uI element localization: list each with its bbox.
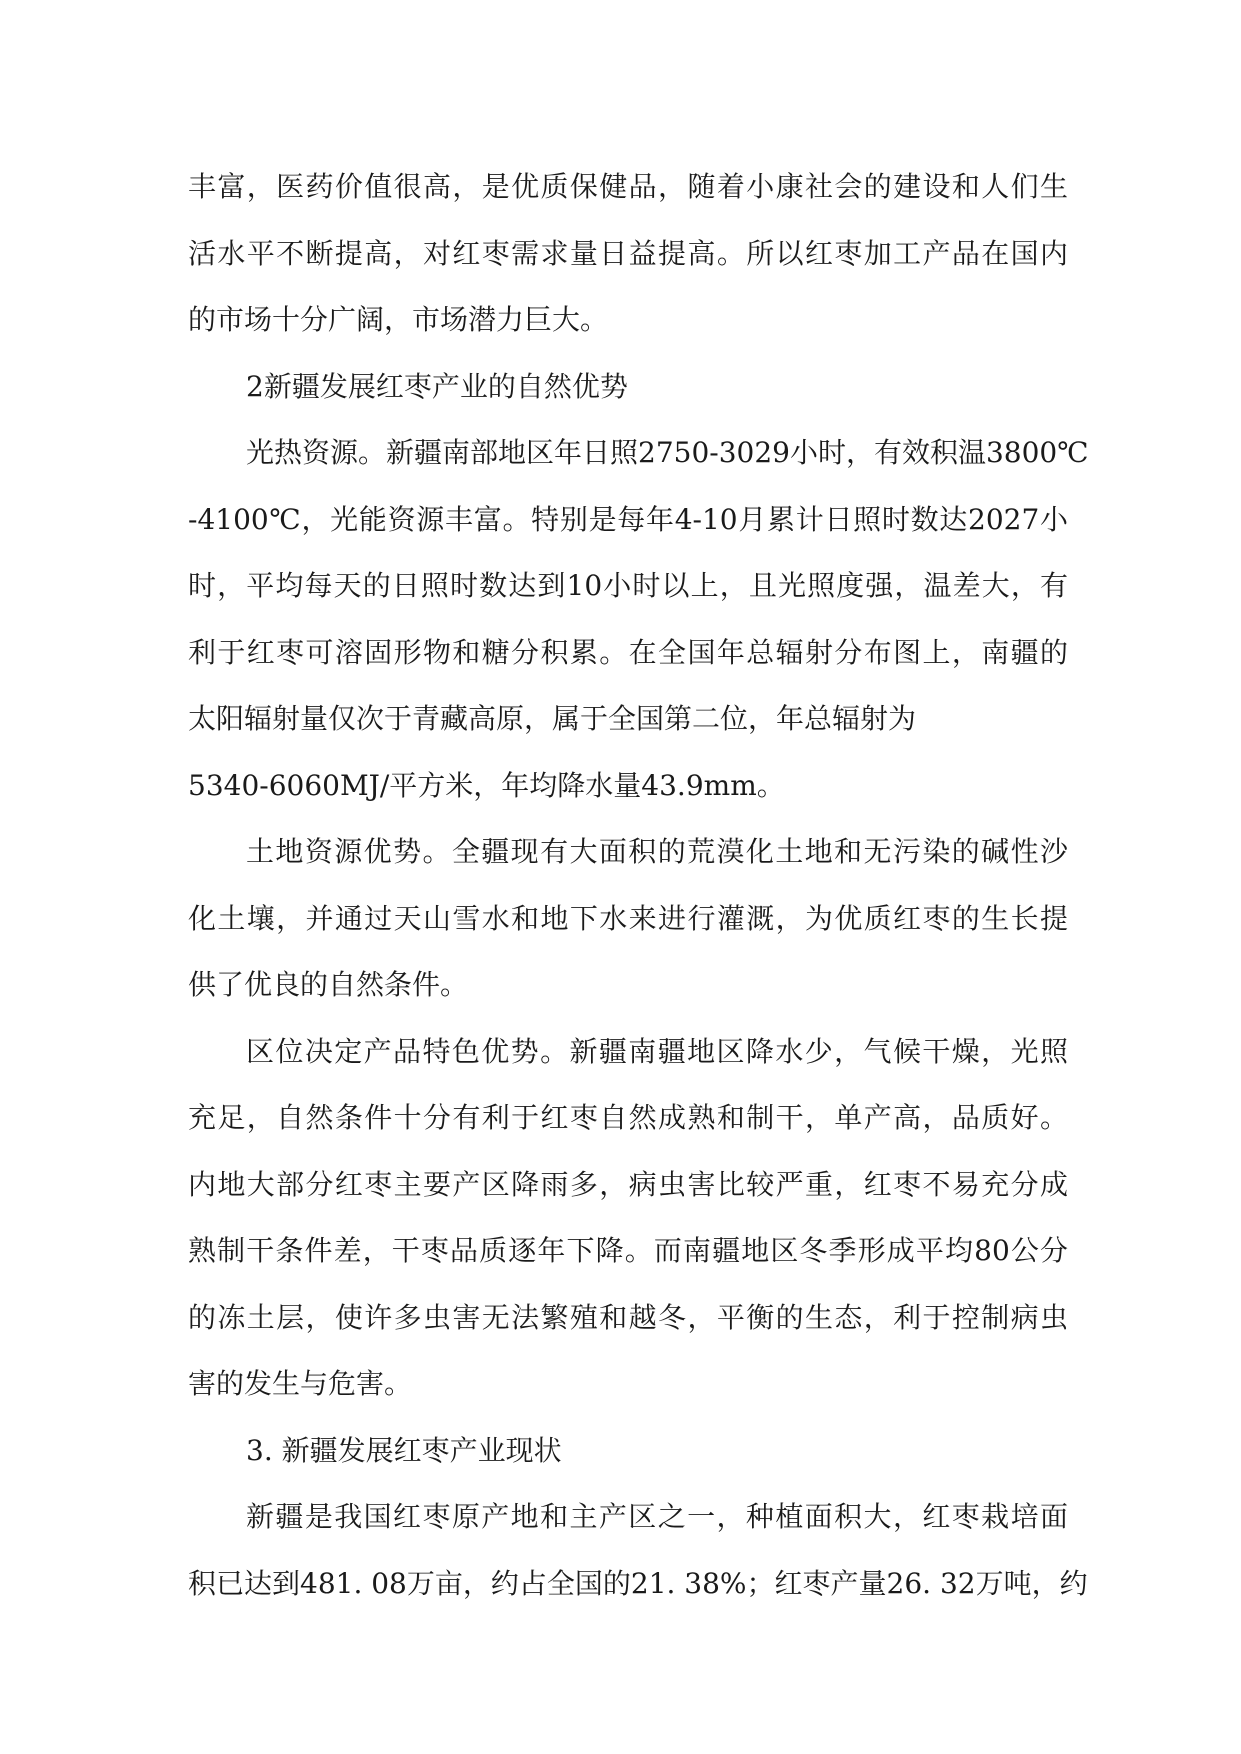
text-line: 供了优良的自然条件。 [188, 968, 469, 1001]
text-line: 新疆是我国红枣原产地和主产区之一，种植面积大，红枣栽培面 [246, 1500, 1068, 1533]
text-line: 丰富，医药价值很高，是优质保健品，随着小康社会的建设和人们生 [188, 170, 1068, 203]
text-line: 内地大部分红枣主要产区降雨多，病虫害比较严重，红枣不易充分成 [188, 1167, 1068, 1201]
text-line: 5340-6060MJ/平方米，年均降水量43.9mm。 [188, 768, 785, 802]
text-line: 2新疆发展红枣产业的自然优势 [246, 369, 628, 403]
text-line: 利于红枣可溶固形物和糖分积累。在全国年总辐射分布图上，南疆的 [188, 635, 1068, 669]
text-line: 化土壤，并通过天山雪水和地下水来进行灌溉，为优质红枣的生长提 [188, 901, 1068, 935]
text-line: 的冻土层，使许多虫害无法繁殖和越冬，平衡的生态，利于控制病虫 [188, 1300, 1068, 1334]
body-text [188, 154, 1089, 1617]
text-line: 积已达到481. 08万亩，约占全国的21. 38%；红枣产量26. 32万吨，约 [188, 1566, 1088, 1600]
text-line: 3. 新疆发展红枣产业现状 [246, 1433, 562, 1467]
text-line: 区位决定产品特色优势。新疆南疆地区降水少，气候干燥，光照 [246, 1034, 1068, 1068]
text-line: 的市场十分广阔，市场潜力巨大。 [188, 303, 609, 336]
text-line: 活水平不断提高，对红枣需求量日益提高。所以红枣加工产品在国内 [188, 236, 1068, 270]
text-line: -4100℃，光能资源丰富。特别是每年4-10月累计日照时数达2027小 [188, 502, 1068, 536]
text-line: 光热资源。新疆南部地区年日照2750-3029小时，有效积温3800℃ [246, 436, 1089, 469]
text-line: 害的发生与危害。 [188, 1367, 413, 1400]
text-line: 太阳辐射量仅次于青藏高原，属于全国第二位，年总辐射为 [188, 702, 917, 735]
text-line: 熟制干条件差，干枣品质逐年下降。而南疆地区冬季形成平均80公分 [188, 1234, 1068, 1267]
text-line: 土地资源优势。全疆现有大面积的荒漠化土地和无污染的碱性沙 [246, 835, 1068, 868]
text-line: 充足，自然条件十分有利于红枣自然成熟和制干，单产高，品质好。 [188, 1101, 1068, 1134]
text-line: 时，平均每天的日照时数达到10小时以上，且光照度强，温差大，有 [188, 569, 1068, 602]
